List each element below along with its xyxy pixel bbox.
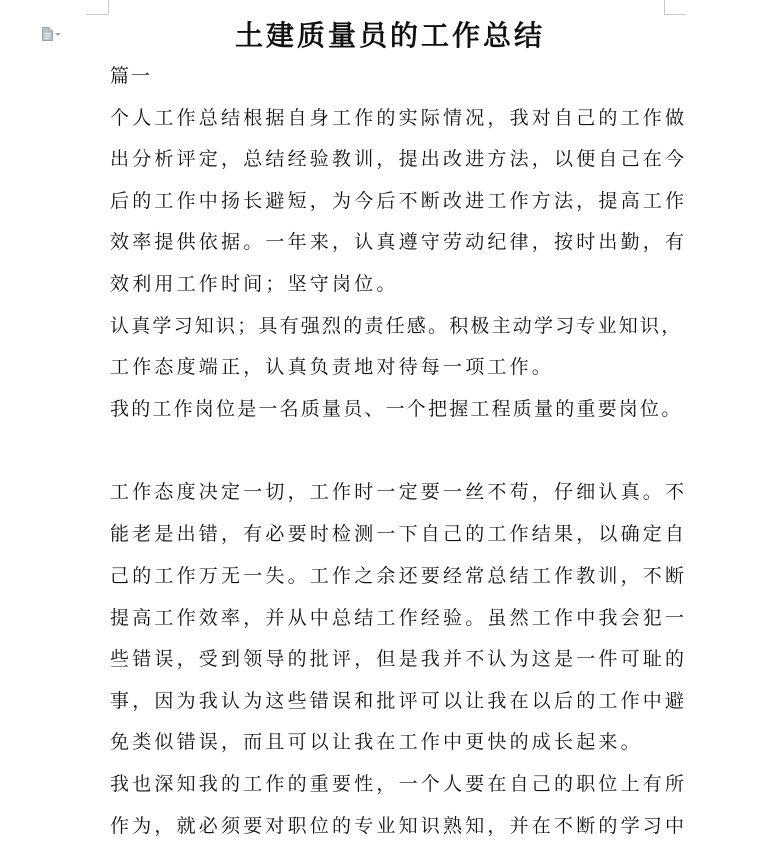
text-line: 后的工作中扬长避短，为今后不断改进工作方法，提高工作 <box>110 190 688 212</box>
text-line: 些错误，受到领导的批评，但是我并不认为这是一件可耻的 <box>110 648 688 670</box>
text-line: 己的工作万无一失。工作之余还要经常总结工作教训，不断 <box>110 565 688 587</box>
text-line: 工作态度端正，认真负责地对待每一项工作。 <box>110 356 555 378</box>
text-line: 提高工作效率，并从中总结工作经验。虽然工作中我会犯一 <box>110 607 688 629</box>
text-line: 出分析评定，总结经验教训，提出改进方法，以便自己在今 <box>110 148 688 170</box>
text-line: 认真学习知识；具有强烈的责任感。积极主动学习专业知识， <box>110 315 683 337</box>
crop-mark-top-right-vertical <box>664 0 665 14</box>
text-line: 我的工作岗位是一名质量员、一个把握工程质量的重要岗位。 <box>110 398 683 420</box>
crop-mark-top-left-vertical <box>108 0 109 14</box>
text-line: 事，因为我认为这些错误和批评可以让我在以后的工作中避 <box>110 690 688 712</box>
document-title: 土建质量员的工作总结 <box>234 19 545 52</box>
text-line: 效利用工作时间；坚守岗位。 <box>110 273 399 295</box>
crop-mark-top-right-horizontal <box>664 14 686 15</box>
text-line: 效率提供依据。一年来，认真遵守劳动纪律，按时出勤，有 <box>110 231 688 253</box>
crop-mark-top-left-horizontal <box>86 14 108 15</box>
text-line: 我也深知我的工作的重要性，一个人要在自己的职位上有所 <box>110 773 688 795</box>
text-line: 作为，就必须要对职位的专业知识熟知，并在不断的学习中 <box>110 815 688 837</box>
text-line: 个人工作总结根据自身工作的实际情况，我对自己的工作做 <box>110 107 688 129</box>
text-line: 能老是出错，有必要时检测一下自己的工作结果，以确定自 <box>110 523 688 545</box>
section-heading: 篇一 <box>110 65 153 87</box>
text-line: 工作态度决定一切，工作时一定要一丝不苟，仔细认真。不 <box>110 481 688 503</box>
text-line: 免类似错误，而且可以让我在工作中更快的成长起来。 <box>110 731 643 753</box>
